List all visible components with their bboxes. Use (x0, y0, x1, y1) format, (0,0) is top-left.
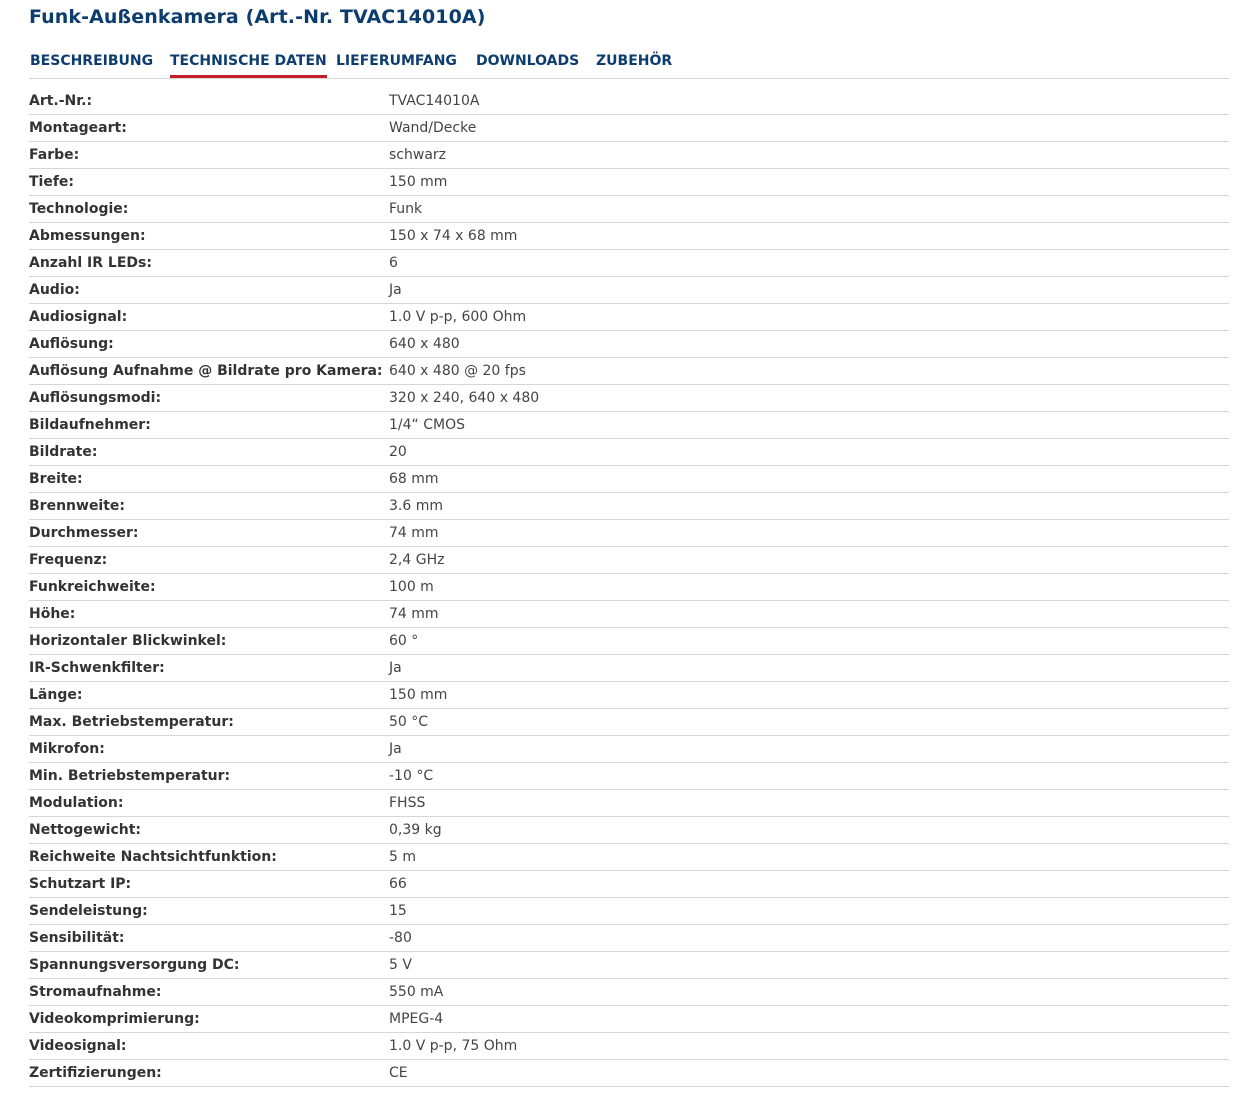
tab-lieferumfang[interactable]: LIEFERUMFANG (336, 53, 457, 69)
spec-label: Modulation: (29, 790, 389, 817)
spec-row (29, 169, 1229, 196)
spec-value: CE (389, 1060, 1229, 1087)
spec-row (29, 574, 1229, 601)
spec-label: Spannungsversorgung DC: (29, 952, 389, 979)
spec-value: 150 mm (389, 169, 1229, 196)
spec-row (29, 358, 1229, 385)
spec-row (29, 628, 1229, 655)
spec-row (29, 844, 1229, 871)
spec-label: Bildrate: (29, 439, 389, 466)
spec-row (29, 817, 1229, 844)
spec-value: Funk (389, 196, 1229, 223)
spec-value: 150 mm (389, 682, 1229, 709)
spec-value: 15 (389, 898, 1229, 925)
spec-value: 640 x 480 @ 20 fps (389, 358, 1229, 385)
spec-label: Audio: (29, 277, 389, 304)
spec-label: Auflösungsmodi: (29, 385, 389, 412)
spec-label: Tiefe: (29, 169, 389, 196)
spec-label: Art.-Nr.: (29, 88, 389, 115)
spec-value: 74 mm (389, 520, 1229, 547)
spec-value: schwarz (389, 142, 1229, 169)
spec-label: Funkreichweite: (29, 574, 389, 601)
spec-label: Durchmesser: (29, 520, 389, 547)
spec-value: MPEG-4 (389, 1006, 1229, 1033)
spec-row (29, 412, 1229, 439)
spec-row (29, 304, 1229, 331)
spec-row (29, 763, 1229, 790)
spec-row (29, 682, 1229, 709)
spec-label: Schutzart IP: (29, 871, 389, 898)
spec-row (29, 115, 1229, 142)
spec-label: Audiosignal: (29, 304, 389, 331)
spec-label: Mikrofon: (29, 736, 389, 763)
spec-row (29, 439, 1229, 466)
spec-row (29, 898, 1229, 925)
spec-value: 2,4 GHz (389, 547, 1229, 574)
spec-label: Höhe: (29, 601, 389, 628)
spec-value: 640 x 480 (389, 331, 1229, 358)
spec-row (29, 466, 1229, 493)
spec-label: Bildaufnehmer: (29, 412, 389, 439)
spec-label: Sendeleistung: (29, 898, 389, 925)
spec-value: 0,39 kg (389, 817, 1229, 844)
spec-value: Ja (389, 736, 1229, 763)
spec-row (29, 709, 1229, 736)
tab-downloads[interactable]: DOWNLOADS (476, 53, 580, 69)
spec-label: Horizontaler Blickwinkel: (29, 628, 389, 655)
spec-value: 6 (389, 250, 1229, 277)
spec-label: Nettogewicht: (29, 817, 389, 844)
spec-label: Anzahl IR LEDs: (29, 250, 389, 277)
spec-value: Wand/Decke (389, 115, 1229, 142)
page-title: Funk-Außenkamera (Art.-Nr. TVAC14010A) (29, 6, 486, 28)
spec-row (29, 385, 1229, 412)
spec-row (29, 1006, 1229, 1033)
spec-value: 320 x 240, 640 x 480 (389, 385, 1229, 412)
spec-value: 1/4“ CMOS (389, 412, 1229, 439)
spec-value: 1.0 V p-p, 600 Ohm (389, 304, 1229, 331)
spec-value: Ja (389, 277, 1229, 304)
spec-row (29, 520, 1229, 547)
spec-label: Technologie: (29, 196, 389, 223)
spec-label: Zertifizierungen: (29, 1060, 389, 1087)
spec-row (29, 952, 1229, 979)
spec-row (29, 142, 1229, 169)
spec-row (29, 196, 1229, 223)
spec-label: Videosignal: (29, 1033, 389, 1060)
spec-label: Min. Betriebstemperatur: (29, 763, 389, 790)
spec-value: FHSS (389, 790, 1229, 817)
spec-row (29, 88, 1229, 115)
spec-label: Frequenz: (29, 547, 389, 574)
spec-value: 66 (389, 871, 1229, 898)
spec-label: Montageart: (29, 115, 389, 142)
spec-row (29, 223, 1229, 250)
spec-row (29, 547, 1229, 574)
spec-row (29, 925, 1229, 952)
spec-label: Auflösung: (29, 331, 389, 358)
spec-value: TVAC14010A (389, 88, 1229, 115)
tab-zubehoer[interactable]: ZUBEHÖR (596, 53, 673, 69)
spec-row (29, 979, 1229, 1006)
spec-label: Sensibilität: (29, 925, 389, 952)
spec-label: Max. Betriebstemperatur: (29, 709, 389, 736)
tab-beschreibung[interactable]: BESCHREIBUNG (30, 53, 154, 69)
spec-row (29, 1060, 1229, 1087)
spec-row (29, 1033, 1229, 1060)
spec-value: 1.0 V p-p, 75 Ohm (389, 1033, 1229, 1060)
spec-value: 60 ° (389, 628, 1229, 655)
spec-value: 550 mA (389, 979, 1229, 1006)
spec-label: Farbe: (29, 142, 389, 169)
spec-label: Brennweite: (29, 493, 389, 520)
spec-label: IR-Schwenkfilter: (29, 655, 389, 682)
spec-value: Ja (389, 655, 1229, 682)
spec-row (29, 790, 1229, 817)
spec-row (29, 277, 1229, 304)
specs-table (29, 88, 1229, 1087)
spec-value: 50 °C (389, 709, 1229, 736)
spec-label: Videokomprimierung: (29, 1006, 389, 1033)
spec-label: Abmessungen: (29, 223, 389, 250)
spec-value: 20 (389, 439, 1229, 466)
spec-value: 100 m (389, 574, 1229, 601)
spec-value: 68 mm (389, 466, 1229, 493)
spec-row (29, 655, 1229, 682)
spec-row (29, 331, 1229, 358)
spec-value: 3.6 mm (389, 493, 1229, 520)
spec-label: Reichweite Nachtsichtfunktion: (29, 844, 389, 871)
spec-label: Stromaufnahme: (29, 979, 389, 1006)
spec-value: 5 m (389, 844, 1229, 871)
spec-value: 5 V (389, 952, 1229, 979)
spec-label: Länge: (29, 682, 389, 709)
spec-value: 150 x 74 x 68 mm (389, 223, 1229, 250)
tab-technische-daten[interactable]: TECHNISCHE DATEN (170, 50, 327, 78)
spec-row (29, 250, 1229, 277)
spec-row (29, 601, 1229, 628)
spec-row (29, 736, 1229, 763)
spec-label: Auflösung Aufnahme @ Bildrate pro Kamera: (29, 358, 389, 385)
tab-bar (29, 50, 1229, 79)
specs-table-body (29, 88, 1229, 1087)
spec-row (29, 493, 1229, 520)
spec-value: -80 (389, 925, 1229, 952)
spec-label: Breite: (29, 466, 389, 493)
spec-row (29, 871, 1229, 898)
spec-value: -10 °C (389, 763, 1229, 790)
spec-value: 74 mm (389, 601, 1229, 628)
